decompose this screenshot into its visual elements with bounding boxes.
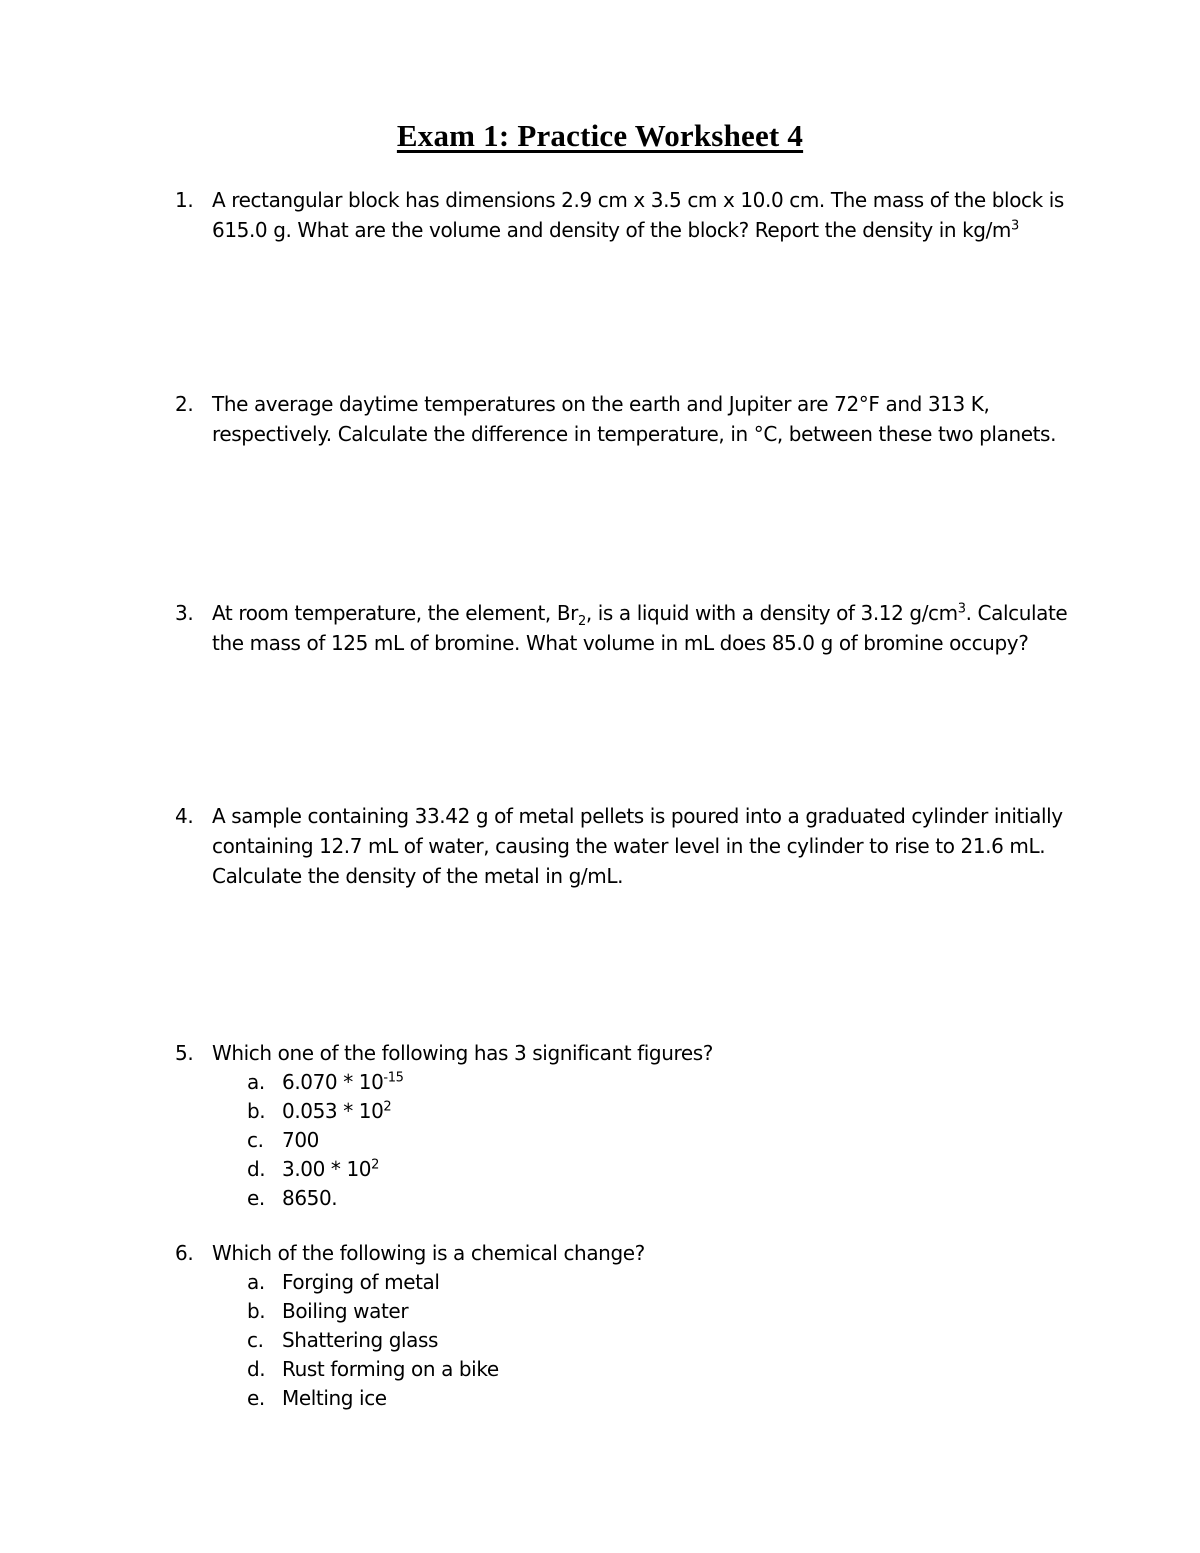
option-text: Rust forming on a bike	[282, 1357, 499, 1381]
text-run: 3.00 * 10	[282, 1157, 372, 1181]
option-letter: c.	[247, 1128, 264, 1152]
question-prompt: Which one of the following has 3 significant figures?	[212, 1041, 714, 1065]
option-letter: b.	[247, 1099, 266, 1123]
question-5	[175, 1038, 1075, 1213]
question-2	[175, 389, 1075, 449]
question-number: 6.	[175, 1241, 194, 1265]
question-line: Calculate the density of the metal in g/mL.	[212, 864, 624, 888]
option-letter: e.	[247, 1386, 265, 1410]
answer-options	[175, 1068, 1075, 1213]
answer-option-d	[175, 1155, 1075, 1184]
question-1	[175, 185, 1075, 245]
answer-option-c	[175, 1326, 1075, 1355]
question-line: The average daytime temperatures on the earth and Jupiter are 72°F and 313 K,	[212, 392, 990, 416]
question-line	[212, 598, 1075, 628]
superscript: 2	[383, 1099, 392, 1115]
option-letter: e.	[247, 1186, 265, 1210]
option-letter: a.	[247, 1070, 265, 1094]
question-line: the mass of 125 mL of bromine. What volume in mL does 85.0 g of bromine occupy?	[212, 631, 1029, 655]
answer-option-d	[175, 1355, 1075, 1384]
option-text: Boiling water	[282, 1299, 409, 1323]
option-letter: d.	[247, 1357, 266, 1381]
question-text	[212, 1238, 1075, 1268]
text-run: 700	[282, 1128, 319, 1152]
option-letter: a.	[247, 1270, 265, 1294]
superscript: 3	[957, 601, 966, 617]
option-text	[282, 1126, 319, 1155]
option-text: Melting ice	[282, 1386, 387, 1410]
question-3	[175, 598, 1075, 658]
text-run: . Calculate	[965, 601, 1068, 625]
text-run: 6.070 * 10	[282, 1070, 384, 1094]
option-text	[282, 1097, 391, 1126]
answer-option-c	[175, 1126, 1075, 1155]
option-text	[282, 1184, 337, 1213]
page-title: Exam 1: Practice Worksheet 4	[396, 118, 804, 153]
superscript: 3	[1011, 218, 1019, 234]
answer-option-a	[175, 1068, 1075, 1097]
question-line: A sample containing 33.42 g of metal pellets is poured into a graduated cylinder initially	[212, 804, 1063, 828]
answer-options	[175, 1268, 1075, 1413]
question-number: 4.	[175, 804, 194, 828]
text-run: , is a liquid with a density of 3.12 g/cm	[585, 601, 958, 625]
option-text: Shattering glass	[282, 1328, 439, 1352]
text-run: 8650.	[282, 1186, 338, 1210]
text-run: At room temperature, the element, Br	[212, 601, 578, 625]
option-text: Forging of metal	[282, 1270, 440, 1294]
question-line: respectively. Calculate the difference in temperature, in °C, between these two planets.	[212, 422, 1057, 446]
question-text	[212, 598, 1075, 658]
superscript: 2	[371, 1157, 379, 1173]
question-line	[212, 215, 1075, 245]
superscript: -15	[383, 1070, 404, 1086]
question-4	[175, 801, 1075, 891]
option-text	[282, 1068, 403, 1097]
question-number: 5.	[175, 1041, 194, 1065]
answer-option-b	[175, 1297, 1075, 1326]
text-run: 0.053 * 10	[282, 1099, 384, 1123]
answer-option-b	[175, 1097, 1075, 1126]
option-letter: b.	[247, 1299, 266, 1323]
option-text	[282, 1155, 379, 1184]
answer-option-e	[175, 1184, 1075, 1213]
answer-option-e	[175, 1384, 1075, 1413]
question-number: 1.	[175, 188, 194, 212]
option-letter: d.	[247, 1157, 266, 1181]
question-text	[212, 1038, 1075, 1068]
question-text	[212, 801, 1075, 891]
option-letter: c.	[247, 1328, 264, 1352]
question-line: A rectangular block has dimensions 2.9 cm x 3.5 cm x 10.0 cm. The mass of the block is	[212, 188, 1064, 212]
question-text	[212, 185, 1075, 245]
answer-option-a	[175, 1268, 1075, 1297]
subscript: 2	[577, 614, 586, 629]
question-number: 3.	[175, 601, 194, 625]
question-line: containing 12.7 mL of water, causing the water level in the cylinder to rise to 21.6 mL.	[212, 834, 1046, 858]
text-run: 615.0 g. What are the volume and density of the block? Report the density in kg/m	[212, 218, 1011, 242]
question-text	[212, 389, 1075, 449]
question-6	[175, 1238, 1075, 1413]
question-number: 2.	[175, 392, 194, 416]
question-prompt: Which of the following is a chemical change?	[212, 1241, 645, 1265]
